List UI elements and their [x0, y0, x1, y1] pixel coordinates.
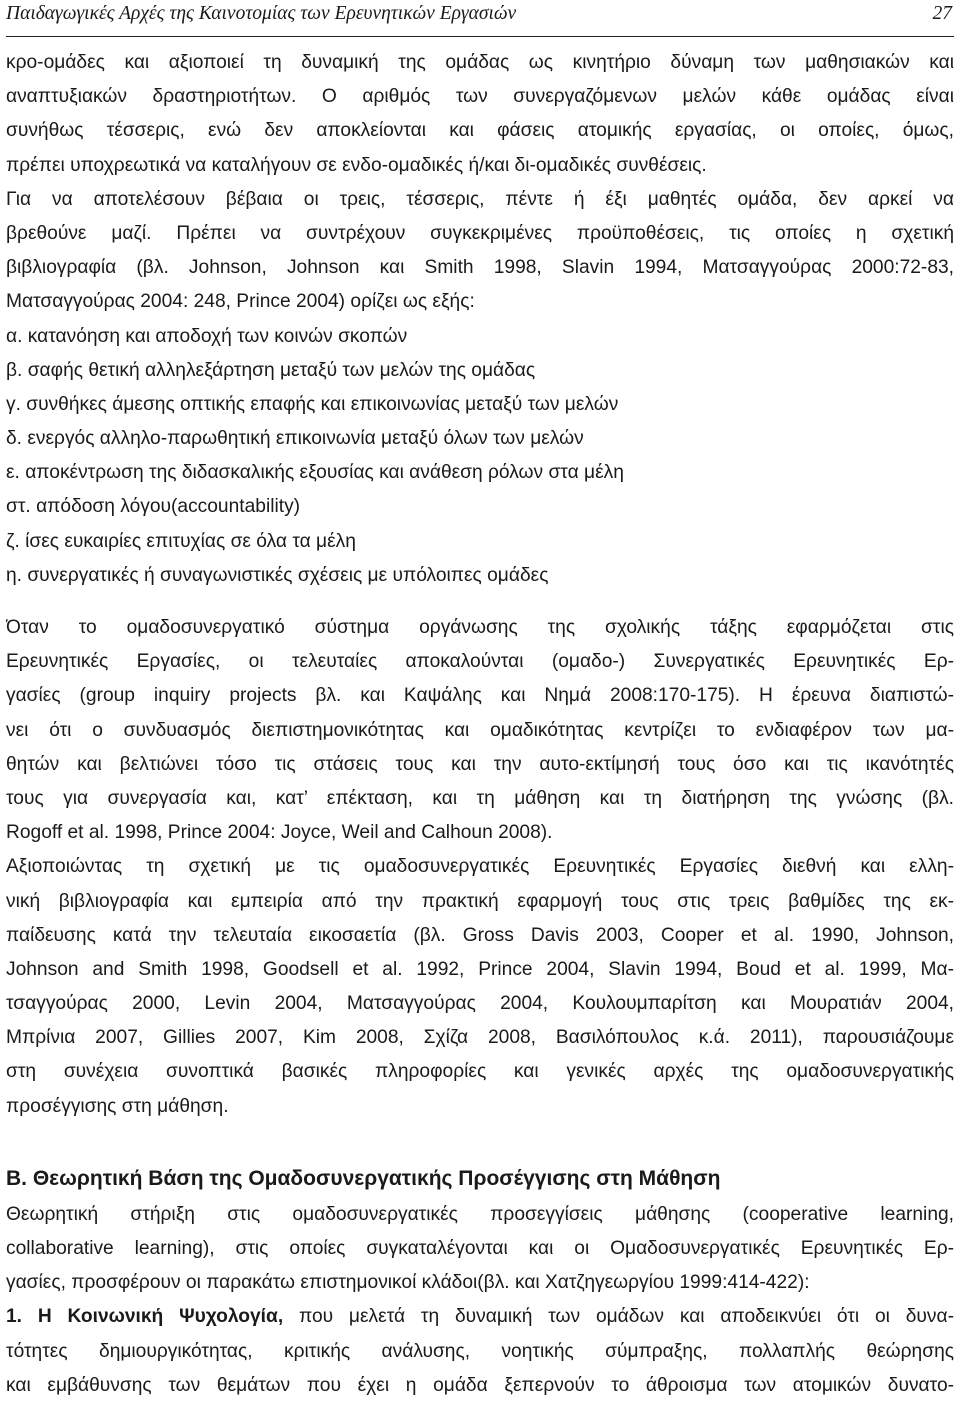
spacer	[6, 1124, 954, 1160]
text-line: νει ότι ο συνδυασμός διεπιστημονικότητας και ομαδικότητας κεντρίζει το ενδιαφέρον των μα-	[6, 719, 954, 741]
conditions-list	[6, 320, 954, 594]
text-line: Αξιοποιώντας τη σχετική με τις ομαδοσυνεργατικές Ερευνητικές Εργασίες διεθνή και ελλη-	[6, 856, 954, 878]
text-line: συνήθως τέσσερις, ενώ δεν αποκλείονται και φάσεις ατομικής εργασίας, οι οποίες, όμως,	[6, 120, 954, 142]
running-header-title: Παιδαγωγικές Αρχές της Καινοτομίας των Ερευνητικών Εργασιών	[6, 3, 517, 24]
paragraph-literature	[6, 850, 954, 1124]
text-line: θητών και βελτιώνει τόσο τις στάσεις τους και την αυτο-εκτίμησή τους όσο και τις ικανότητές	[6, 753, 954, 775]
text-line: κρο-ομάδες και αξιοποιεί τη δυναμική της ομάδας ως κινητήριο δύναμη των μαθησιακών και	[6, 52, 954, 73]
text-line: Ματσαγγούρας 2004: 248, Prince 2004) ορίζει ως εξής:	[6, 291, 475, 313]
point-social-psychology	[6, 1300, 954, 1403]
point-text: που μελετά τη δυναμική των ομάδων και αποδεικνύει ότι οι δυνα-	[283, 1306, 954, 1328]
text-line: τσαγγούρας 2000, Levin 2004, Ματσαγγούρας 2004, Κουλουμπαρίτση και Μουρατιάν 2004,	[6, 993, 954, 1015]
section-heading: Β. Θεωρητική Βάση της Ομαδοσυνεργατικής Προσέγγισης στη Μάθηση	[6, 1166, 721, 1190]
page-body	[6, 46, 954, 1403]
list-item: ζ. ίσες ευκαιρίες επιτυχίας σε όλα τα μέλη	[6, 530, 356, 552]
text-line: Για να αποτελέσουν βέβαια οι τρεις, τέσσερις, πέντε ή έξι μαθητές ομάδα, δεν αρκεί να	[6, 188, 954, 210]
text-line: Johnson and Smith 1998, Goodsell et al. 1992, Prince 2004, Slavin 1994, Boud et al. 1999, Μα-	[6, 958, 954, 980]
text-line: παίδευσης κατά την τελευταία εικοσαετία (βλ. Gross Davis 2003, Cooper et al. 1990, Johnson,	[6, 924, 954, 946]
text-line: βιβλιογραφία (βλ. Johnson, Johnson και Smith 1998, Slavin 1994, Ματσαγγούρας 2000:72-83,	[6, 257, 954, 279]
paragraph-group-conditions	[6, 183, 954, 320]
list-item: ε. αποκέντρωση της διδασκαλικής εξουσίας και ανάθεση ρόλων στα μέλη	[6, 462, 624, 484]
list-item: δ. ενεργός αλληλο-παρωθητική επικοινωνία μεταξύ όλων των μελών	[6, 428, 584, 450]
text-line: και εμβάθυνσης των θεμάτων που έχει η ομάδα ξεπερνούν το άθροισμα των ατομικών δυνατο-	[6, 1374, 954, 1396]
text-line: τότητες δημιουργικότητας, κριτικής ανάλυσης, νοητικής σύμπραξης, πολλαπλής θεώρησης	[6, 1340, 954, 1362]
list-item: β. σαφής θετική αλληλεξάρτηση μεταξύ των μελών της ομάδας	[6, 359, 536, 381]
text-line: Θεωρητική στήριξη στις ομαδοσυνεργατικές προσεγγίσεις μάθησης (cooperative learning,	[6, 1203, 954, 1225]
text-line: στη συνέχεια συνοπτικά βασικές πληροφορίες και γενικές αρχές της ομαδοσυνεργατικής	[6, 1061, 954, 1083]
text-line: Όταν το ομαδοσυνεργατικό σύστημα οργάνωσης της σχολικής τάξης εφαρμόζεται στις	[6, 617, 954, 638]
text-line: Ερευνητικές Εργασίες, οι τελευταίες αποκαλούνται (ομαδο-) Συνεργατικές Ερευνητικές Ερ-	[6, 651, 954, 673]
text-line: τους για συνεργασία και, κατ’ επέκταση, και τη μάθηση και τη διατήρηση της γνώσης (βλ.	[6, 787, 954, 809]
paragraph-group-composition	[6, 46, 954, 183]
text-line: νική βιβλιογραφία και εμπειρία από την πρακτική εφαρμογή τους στις τρεις βαθμίδες της εκ-	[6, 890, 954, 912]
text-line: γασίες (group inquiry projects βλ. και Καψάλης και Νημά 2008:170-175). Η έρευνα διαπιστώ-	[6, 685, 954, 707]
paragraph-theoretical-basis	[6, 1198, 954, 1301]
text-line: βρεθούνε μαζί. Πρέπει να συντρέχουν συγκεκριμένες προϋποθέσεις, τις οποίες η σχετική	[6, 222, 954, 244]
paragraph-research-projects	[6, 611, 954, 850]
text-line	[6, 1300, 954, 1334]
running-header	[6, 0, 954, 37]
text-line: αναπτυξιακών δραστηριοτήτων. Ο αριθμός των συνεργαζόμενων μελών κάθε ομάδας είναι	[6, 86, 954, 108]
list-item: η. συνεργατικές ή συναγωνιστικές σχέσεις με υπόλοιπες ομάδες	[6, 564, 549, 586]
text-line: προσέγγισης στη μάθηση.	[6, 1095, 229, 1117]
text-line: collaborative learning), στις οποίες συγκαταλέγονται και οι Ομαδοσυνεργατικές Ερευνητικές Ερ-	[6, 1238, 954, 1259]
point-title: 1. Η Κοινωνική Ψυχολογία,	[6, 1306, 284, 1328]
text-line: γασίες, προσφέρουν οι παρακάτω επιστημονικοί κλάδοι(βλ. και Χατζηγεωργίου 1999:414-422):	[6, 1272, 810, 1294]
list-item: στ. απόδοση λόγου(accountability)	[6, 496, 301, 518]
text-line: Μπρίνια 2007, Gillies 2007, Kim 2008, Σχίζα 2008, Βασιλόπουλος κ.ά. 2011), παρουσιάζουμε	[6, 1027, 954, 1049]
list-item: α. κατανόηση και αποδοχή των κοινών σκοπών	[6, 325, 408, 347]
text-line: πρέπει υποχρεωτικά να καταλήγουν σε ενδο-ομαδικές ή/και δι-ομαδικές συνθέσεις.	[6, 154, 707, 176]
list-item: γ. συνθήκες άμεσης οπτικής επαφής και επικοινωνίας μεταξύ των μελών	[6, 393, 619, 415]
text-line: Rogoff et al. 1998, Prince 2004: Joyce, Weil and Calhoun 2008).	[6, 822, 553, 844]
spacer	[6, 593, 954, 611]
page-number: 27	[932, 3, 952, 24]
